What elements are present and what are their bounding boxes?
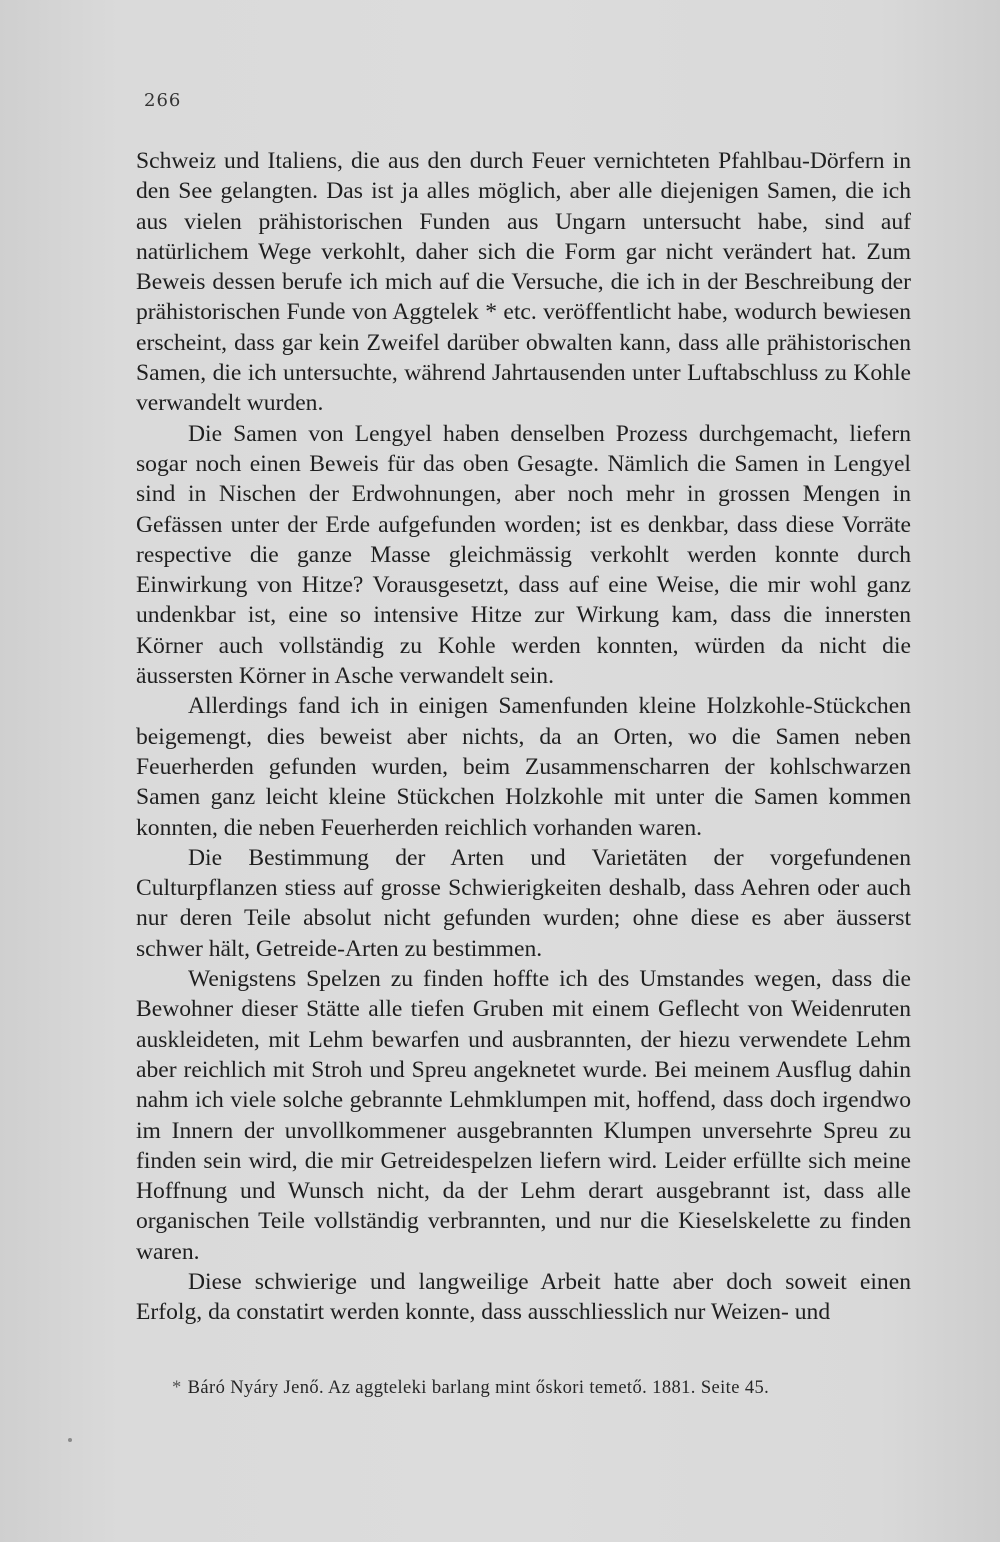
scan-speck bbox=[68, 1438, 72, 1442]
page-number: 266 bbox=[144, 90, 182, 111]
footnote bbox=[172, 1376, 912, 1400]
paragraph-4: Die Bestimmung der Arten und Varietäten der vorgefundenen Culturpflanzen stiess auf grosse Schwierigkeiten deshalb, dass Aehren oder auch nur deren Teile absolut nicht gefunden wurden; ohne diese es aber äusserst schwer hält, Getreide-Arten zu bestimmen. bbox=[136, 844, 911, 962]
footnote-marker: * bbox=[172, 1378, 182, 1398]
paragraph-5: Wenigstens Spelzen zu finden hoffte ich des Umstandes wegen, dass die Bewohner dieser Stätte alle tiefen Gruben mit einem Geflecht von Weidenruten auskleideten, mit Lehm bewarfen und ausbrannten, der hiezu verwendete Lehm aber reichlich mit Stroh und Spreu angeknetet wurde. Bei meinem Ausflug dahin nahm ich viele solche gebrannte Lehmklumpen mit, hoffend, dass doch irgendwo im Innern der unvollkommener ausgebrannten Klumpen unversehrte Spreu zu finden sein wird, die mir Getreidespelzen liefern wird. Leider erfüllte sich meine Hoffnung und Wunsch nicht, da der Lehm derart ausgebrannt ist, dass alle organischen Teile vollständig verbrannten, und nur die Kieselskelette zu finden waren. bbox=[136, 966, 911, 1265]
paragraph-1: Schweiz und Italiens, die aus den durch Feuer vernichteten Pfahlbau-Dörfern in den See gelangten. Das ist ja alles möglich, aber alle diejenigen Samen, die ich aus vielen prähistorischen Funden aus Ungarn untersucht habe, sind auf natürlichem Wege verkohlt, daher sich die Form gar nicht verändert hat. Zum Beweis dessen berufe ich mich auf die Versuche, die ich in der Beschreibung der prähistorischen Funde von Aggtelek * etc. veröffentlicht habe, wodurch bewiesen erscheint, dass gar kein Zweifel darüber obwalten kann, dass alle prähistorischen Samen, die ich untersuchte, während Jahrtausenden unter Luftabschluss zu Kohle verwandelt wurden. bbox=[136, 148, 911, 417]
paragraph-6: Diese schwierige und langweilige Arbeit hatte aber doch soweit einen Erfolg, da constatirt werden konnte, dass ausschliesslich nur Weizen- und bbox=[136, 1268, 911, 1326]
paragraph-3: Allerdings fand ich in einigen Samenfunden kleine Holzkohle-Stückchen beigemengt, dies beweist aber nichts, da an Orten, wo die Samen neben Feuerherden gefunden wurden, beim Zusammenscharren der kohlschwarzen Samen ganz leicht kleine Stückchen Holzkohle mit unter die Samen kommen konnten, die neben Feuerherden reichlich vorhanden waren. bbox=[136, 693, 911, 841]
footnote-text: Báró Nyáry Jenő. Az aggteleki barlang mint őskori temető. 1881. Seite 45. bbox=[187, 1378, 770, 1398]
paragraph-2: Die Samen von Lengyel haben denselben Prozess durchgemacht, liefern sogar noch einen Beweis für das oben Gesagte. Nämlich die Samen in Lengyel sind in Nischen der Erdwohnungen, aber noch mehr in grossen Mengen in Gefässen unter der Erde aufgefunden worden; ist es denkbar, dass diese Vorräte respective die ganze Masse gleichmässig verkohlt werden konnte durch Einwirkung von Hitze? Vorausgesetzt, dass auf eine Weise, die mir wohl ganz undenkbar ist, eine so intensive Hitze zur Wirkung kam, dass die innersten Körner auch vollständig zu Kohle werden konnten, würden da nicht die äussersten Körner in Asche verwandelt sein. bbox=[136, 420, 911, 690]
body-text bbox=[136, 146, 911, 1328]
